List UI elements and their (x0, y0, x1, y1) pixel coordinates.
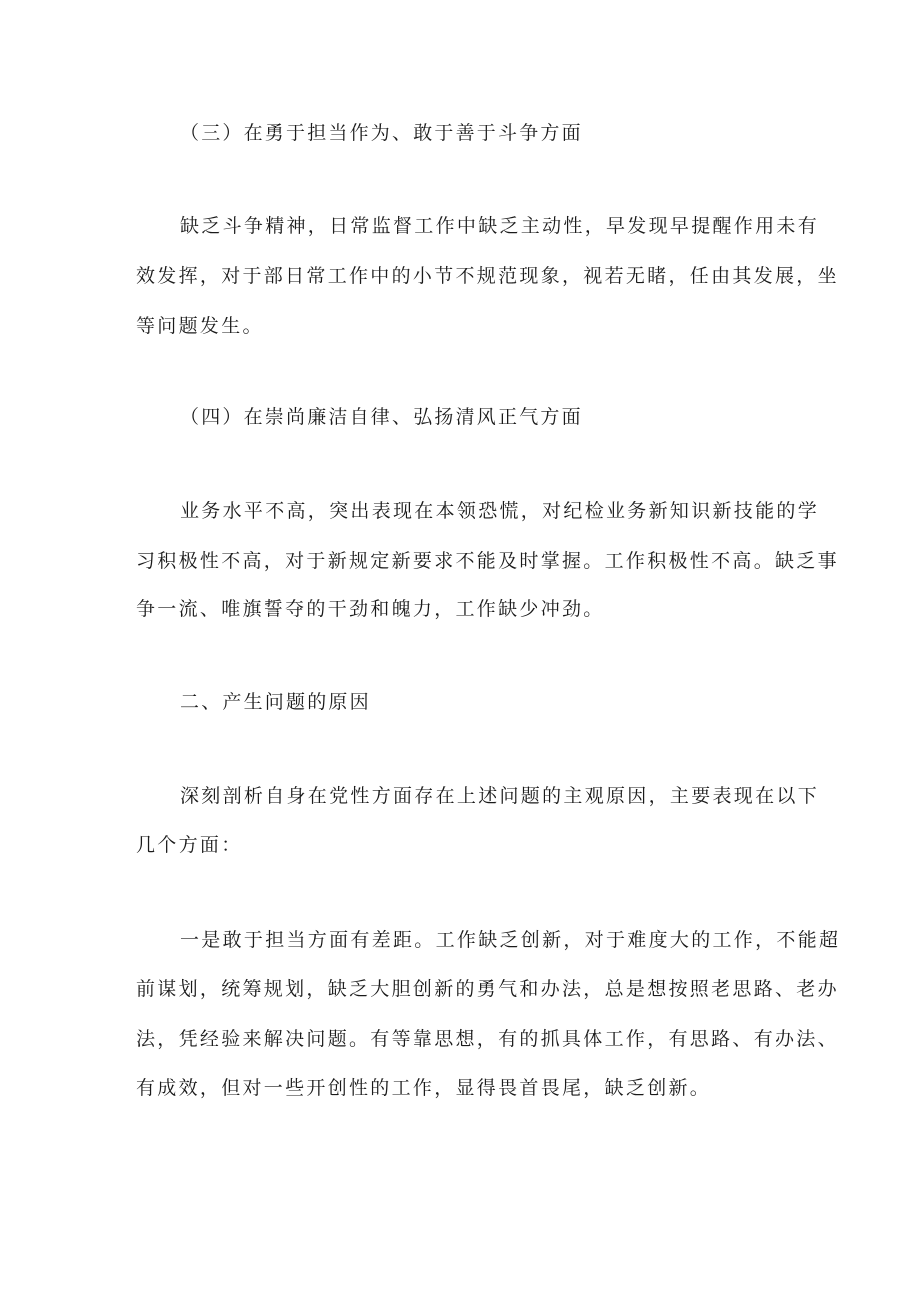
paragraph-3-line-2: 效发挥，对于部日常工作中的小节不规范现象，视若无睹，任由其发展，坐 (136, 265, 839, 287)
paragraph-3-line-1: 缺乏斗争精神，日常监督工作中缺乏主动性，早发现早提醒作用未有 (180, 215, 820, 237)
intro-line-2: 几个方面： (136, 834, 243, 856)
section-2-title: 二、产生问题的原因 (180, 691, 371, 713)
point-1-line-3: 法，凭经验来解决问题。有等靠思想，有的抓具体工作，有思路、有办法、 (136, 1028, 839, 1050)
paragraph-4-line-1: 业务水平不高，突出表现在本领恐慌，对纪检业务新知识新技能的学 (180, 500, 820, 522)
paragraph-4-line-2: 习积极性不高，对于新规定新要求不能及时掌握。工作积极性不高。缺乏事 (136, 550, 839, 572)
intro-line-1: 深刻剖析自身在党性方面存在上述问题的主观原因，主要表现在以下 (180, 785, 820, 807)
section-heading-4: （四）在崇尚廉洁自律、弘扬清风正气方面 (180, 406, 583, 428)
point-1-line-2: 前谋划，统筹规划，缺乏大胆创新的勇气和办法，总是想按照老思路、老办 (136, 978, 839, 1000)
point-1-line-1: 一是敢于担当方面有差距。工作缺乏创新，对于难度大的工作，不能超 (180, 929, 841, 951)
paragraph-4-line-3: 争一流、唯旗誓夺的干劲和魄力，工作缺少冲劲。 (136, 598, 605, 620)
section-heading-3: （三）在勇于担当作为、敢于善于斗争方面 (180, 122, 583, 144)
paragraph-3-line-3: 等问题发生。 (136, 315, 264, 337)
point-1-line-4: 有成效，但对一些开创性的工作，显得畏首畏尾，缺乏创新。 (136, 1077, 712, 1099)
